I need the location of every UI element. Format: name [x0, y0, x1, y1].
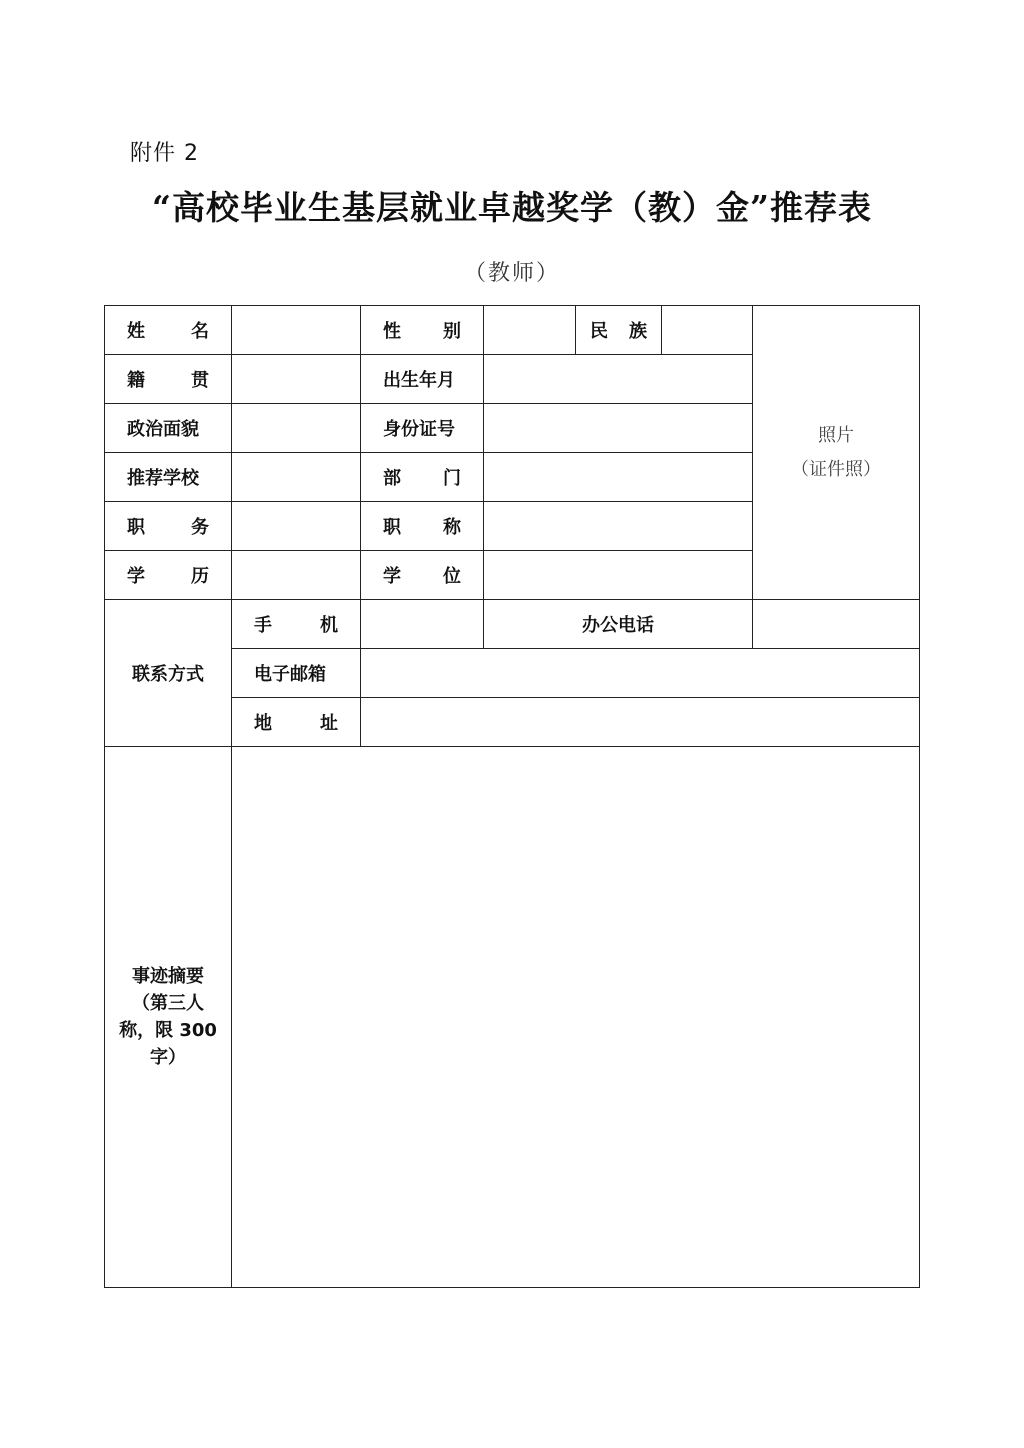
field-native-place[interactable]: [232, 355, 361, 404]
label-gender: 性 别: [361, 306, 484, 355]
field-political[interactable]: [232, 404, 361, 453]
label-native-place: 籍 贯: [105, 355, 232, 404]
field-birth[interactable]: [484, 355, 753, 404]
field-summary[interactable]: [232, 747, 920, 1288]
field-name[interactable]: [232, 306, 361, 355]
row-name: [105, 306, 920, 355]
field-school[interactable]: [232, 453, 361, 502]
field-gender[interactable]: [484, 306, 576, 355]
label-political: 政治面貌: [105, 404, 232, 453]
label-contact: 联系方式: [105, 600, 232, 747]
label-summary: [105, 747, 232, 1288]
field-email[interactable]: [361, 649, 920, 698]
label-mobile: 手 机: [232, 600, 361, 649]
summary-line-3: 称，限 300: [119, 1020, 217, 1041]
label-id-number: 身份证号: [361, 404, 484, 453]
label-birth: 出生年月: [361, 355, 484, 404]
field-address[interactable]: [361, 698, 920, 747]
field-id-number[interactable]: [484, 404, 753, 453]
label-ethnicity: 民 族: [576, 306, 662, 355]
field-post[interactable]: [232, 502, 361, 551]
field-job-title[interactable]: [484, 502, 753, 551]
field-office-phone[interactable]: [753, 600, 920, 649]
label-department: 部 门: [361, 453, 484, 502]
row-mobile: [105, 600, 920, 649]
recommendation-form-table: [104, 305, 920, 1288]
label-address: 地 址: [232, 698, 361, 747]
photo-note: （证件照）: [791, 458, 881, 480]
photo-label: 照片: [818, 424, 854, 446]
label-email: 电子邮箱: [232, 649, 361, 698]
photo-placeholder[interactable]: [753, 306, 920, 600]
label-job-title: 职 称: [361, 502, 484, 551]
label-post: 职 务: [105, 502, 232, 551]
field-education[interactable]: [232, 551, 361, 600]
field-degree[interactable]: [484, 551, 753, 600]
label-education: 学 历: [105, 551, 232, 600]
label-school: 推荐学校: [105, 453, 232, 502]
field-ethnicity[interactable]: [662, 306, 753, 355]
field-mobile[interactable]: [361, 600, 484, 649]
summary-line-2: （第三人: [132, 993, 204, 1014]
label-name: 姓 名: [105, 306, 232, 355]
label-office-phone: 办公电话: [484, 600, 753, 649]
summary-line-1: 事迹摘要: [132, 966, 204, 987]
field-department[interactable]: [484, 453, 753, 502]
summary-line-4: 字）: [150, 1047, 186, 1068]
form-title: “高校毕业生基层就业卓越奖学（教）金”推荐表: [152, 188, 872, 227]
attachment-label: 附件 2: [130, 141, 199, 166]
form-subtitle: （教师）: [463, 261, 560, 286]
label-degree: 学 位: [361, 551, 484, 600]
row-summary: [105, 747, 920, 1288]
